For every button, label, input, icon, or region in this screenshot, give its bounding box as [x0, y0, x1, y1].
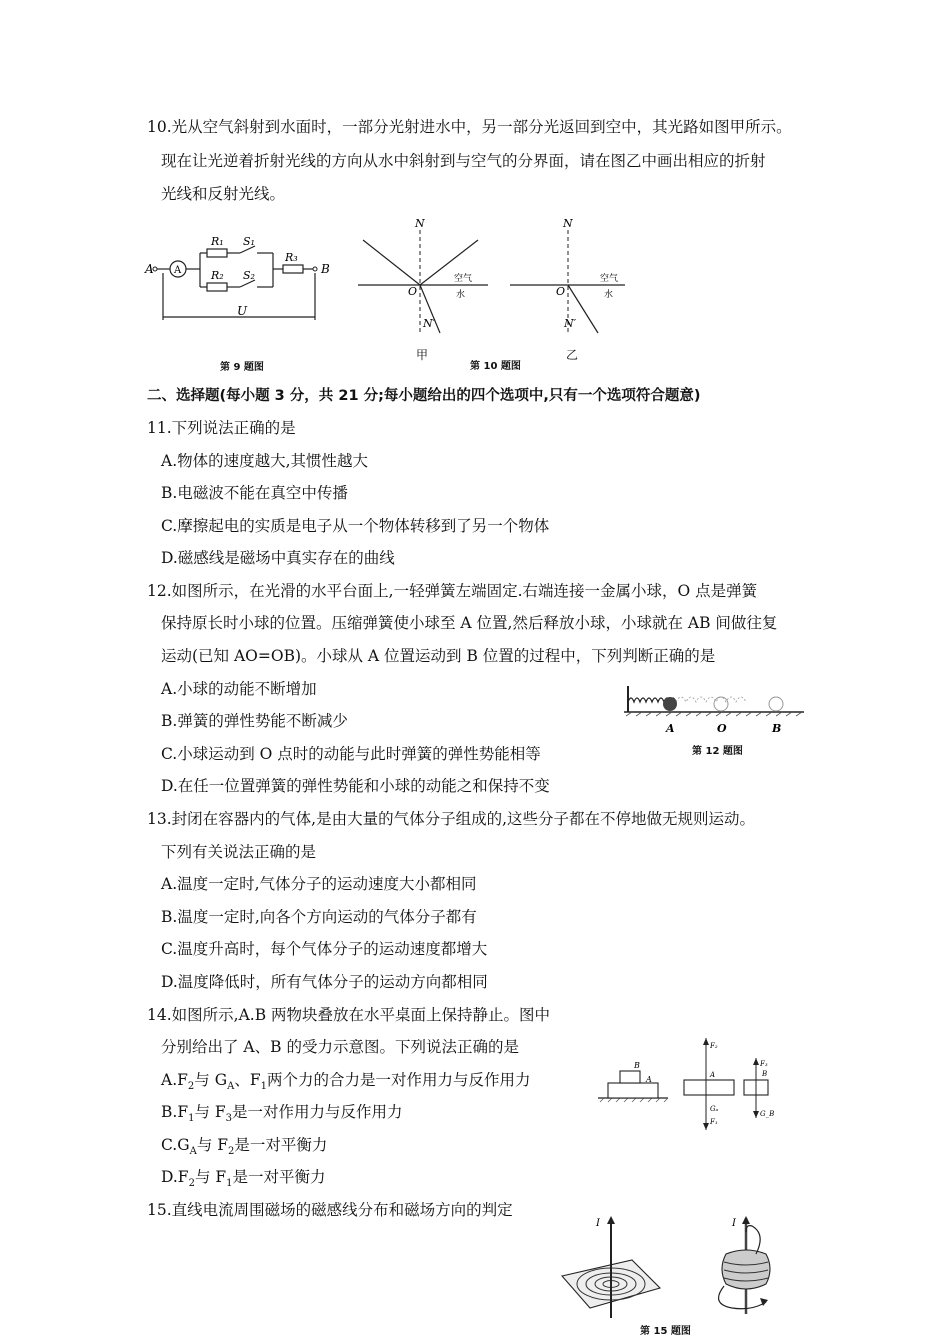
- q15-line1: 15.直线电流周围磁场的磁感线分布和磁场方向的判定: [147, 1201, 513, 1219]
- fig10-yi-label-nprime: N′: [564, 317, 577, 330]
- fig10-label-yi: 乙: [566, 348, 579, 362]
- fig9-ammeter-label: A: [174, 265, 182, 276]
- fig14-label-a-stack: A: [646, 1075, 652, 1084]
- fig15-label-i-left: I: [596, 1218, 600, 1229]
- q12-option-d: D.在任一位置弹簧的弹性势能和小球的动能之和保持不变: [161, 777, 550, 795]
- fig10-jia-label-air: 空气: [454, 274, 473, 284]
- fig10-label-jia: 甲: [416, 348, 429, 362]
- q10-line1: 10.光从空气斜射到水面时，一部分光射进水中，另一部分光返回到空中，其光路如图甲所示。: [147, 118, 792, 136]
- fig14-label-b-stack: B: [634, 1061, 640, 1070]
- q14-option-b: $B.F_1$与 $F_3$是一对作用力与反作用力: [161, 1103, 403, 1125]
- fig10-yi-label-air: 空气: [600, 274, 619, 284]
- q10-line3: 光线和反射光线。: [161, 185, 286, 203]
- q13-option-b: B.温度一定时,向各个方向运动的气体分子都有: [161, 908, 477, 926]
- fig14-label-ga: Gₐ: [710, 1105, 719, 1113]
- fig9-label-a: A: [145, 262, 154, 276]
- fig9-label-r2: R₂: [211, 269, 224, 282]
- fig14-label-a-free: A: [710, 1071, 716, 1079]
- fig9-label-b: B: [321, 262, 330, 276]
- q13-option-c: C.温度升高时，每个气体分子的运动速度都增大: [161, 940, 488, 958]
- fig14-force-diagram: [596, 1038, 786, 1130]
- fig10-jia-diagram: [358, 215, 488, 340]
- q11-option-c: C.摩擦起电的实质是电子从一个物体转移到了另一个物体: [161, 517, 550, 535]
- fig10-yi-label-water: 水: [604, 290, 614, 300]
- fig9-label-u: U: [237, 304, 248, 318]
- q12-line1: 12.如图所示，在光滑的水平台面上,一轻弹簧左端固定.右端连接一金属小球，O 点是弹簧: [147, 582, 758, 600]
- q10-line2: 现在让光逆着折射光线的方向从水中斜射到与空气的分界面，请在图乙中画出相应的折射: [161, 152, 766, 170]
- fig14-label-f3: F₃: [760, 1060, 768, 1068]
- fig10-caption: 第 10 题图: [470, 361, 521, 372]
- fig9-circuit-diagram: [145, 225, 345, 335]
- fig9-label-r1: R₁: [211, 235, 224, 248]
- q13-line1: 13.封闭在容器内的气体,是由大量的气体分子组成的,这些分子都在不停地做无规则运动。: [147, 810, 756, 828]
- fig10-yi-label-n: N: [563, 217, 573, 230]
- fig10-jia-label-n: N: [415, 217, 425, 230]
- fig15-magnetic-field-diagram: [556, 1214, 816, 1320]
- q14-option-a: $A.F_2$与 $G_A$、$F_1$两个力的合力是一对作用力与反作用力: [161, 1071, 531, 1093]
- q14-option-c: $C.G_A$与 $F_2$是一对平衡力: [161, 1136, 328, 1158]
- fig9-label-r3: R₃: [285, 251, 298, 264]
- q13-line2: 下列有关说法正确的是: [161, 843, 317, 861]
- q12-option-b: B.弹簧的弹性势能不断减少: [161, 712, 348, 730]
- q12-option-a: A.小球的动能不断增加: [161, 680, 317, 698]
- fig9-label-s2: S₂: [243, 269, 255, 282]
- fig15-label-i-right: I: [732, 1218, 736, 1229]
- fig10-jia-label-water: 水: [456, 290, 466, 300]
- q12-option-c: C.小球运动到 O 点时的动能与此时弹簧的弹性势能相等: [161, 745, 541, 763]
- q14-line1: 14.如图所示,A.B 两物块叠放在水平桌面上保持静止。图中: [147, 1006, 551, 1024]
- fig14-label-b-free: B: [762, 1070, 768, 1078]
- fig10-yi-diagram: [510, 215, 635, 340]
- fig12-label-o: O: [717, 722, 727, 735]
- fig12-spring-diagram: [624, 682, 809, 737]
- q14-line2: 分别给出了 A、B 的受力示意图。下列说法正确的是: [161, 1038, 519, 1056]
- fig12-label-a: A: [666, 722, 675, 735]
- fig14-label-gb: G_B: [760, 1110, 775, 1118]
- fig12-caption: 第 12 题图: [692, 746, 743, 757]
- fig10-jia-label-nprime: N′: [423, 317, 436, 330]
- fig9-label-s1: S₁: [243, 235, 255, 248]
- q12-line3: 运动(已知 AO=OB)。小球从 A 位置运动到 B 位置的过程中，下列判断正确的是: [161, 647, 716, 665]
- q12-line2: 保持原长时小球的位置。压缩弹簧使小球至 A 位置,然后释放小球，小球就在 AB 间做往复: [161, 614, 778, 632]
- fig15-caption: 第 15 题图: [640, 1326, 691, 1337]
- fig9-caption: 第 9 题图: [220, 362, 264, 373]
- q11-stem: 11.下列说法正确的是: [147, 419, 296, 437]
- q11-option-d: D.磁感线是磁场中真实存在的曲线: [161, 549, 395, 567]
- fig14-label-f1: F₁: [710, 1118, 718, 1126]
- fig14-label-f2: F₂: [710, 1042, 718, 1050]
- fig10-jia-label-o: O: [408, 285, 418, 298]
- fig12-label-b: B: [772, 722, 782, 735]
- fig10-yi-label-o: O: [556, 285, 566, 298]
- q13-option-d: D.温度降低时，所有气体分子的运动方向都相同: [161, 973, 488, 991]
- q14-option-d: $D.F_2$与 $F_1$是一对平衡力: [161, 1168, 326, 1190]
- section2-heading: 二、选择题(每小题 3 分，共 21 分;每小题给出的四个选项中,只有一个选项符合题意): [147, 388, 701, 404]
- q11-option-b: B.电磁波不能在真空中传播: [161, 484, 348, 502]
- q13-option-a: A.温度一定时,气体分子的运动速度大小都相同: [161, 875, 477, 893]
- q11-option-a: A.物体的速度越大,其惯性越大: [161, 452, 369, 470]
